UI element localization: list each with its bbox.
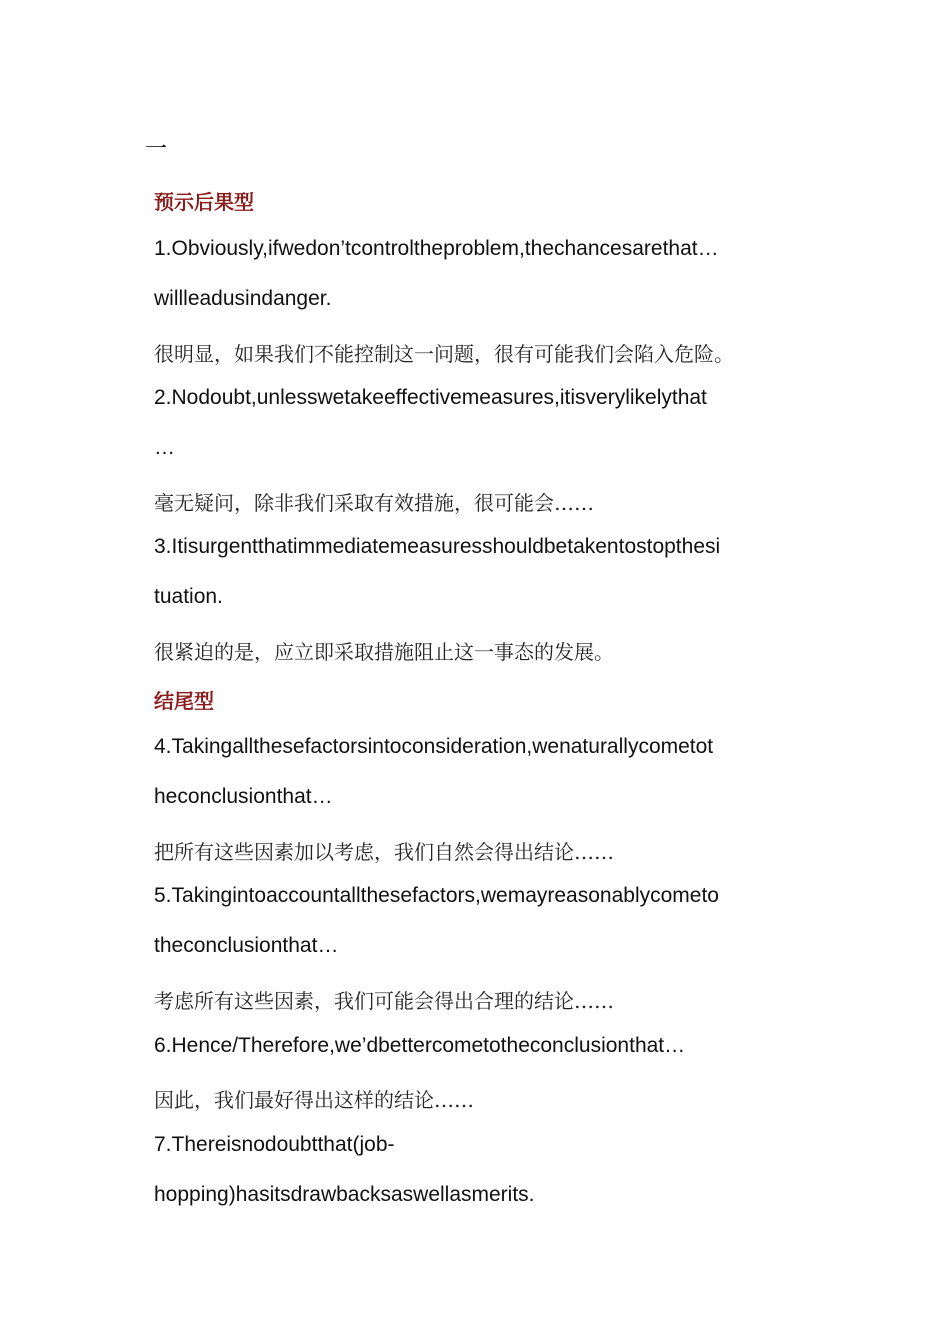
section-heading-consequence: 预示后果型 [154,190,254,214]
sentence-3-zh: 很紧迫的是，应立即采取措施阻止这一事态的发展。 [154,640,614,664]
sentence-7-en-line-1: 7.Thereisnodoubtthat(job- [154,1133,395,1156]
section-heading-conclusion: 结尾型 [154,689,214,713]
sentence-5-en-line-2: theconclusionthat… [154,934,339,957]
sentence-3-en-line-2: tuation. [154,585,223,608]
sentence-4-en-line-1: 4.Takingallthesefactorsintoconsideration,wenaturallycometot [154,735,714,758]
sentence-2-en-line-2: … [154,436,175,459]
sentence-1-en-line-2: willleadusindanger. [154,287,332,310]
sentence-6-en-line-1: 6.Hence/Therefore,we’dbettercometotheconclusionthat… [154,1034,686,1057]
sentence-2-zh: 毫无疑问，除非我们采取有效措施，很可能会…… [154,491,594,515]
sentence-6-zh: 因此，我们最好得出这样的结论…… [154,1088,474,1112]
sentence-4-zh: 把所有这些因素加以考虑，我们自然会得出结论…… [154,840,614,864]
sentence-5-zh: 考虑所有这些因素，我们可能会得出合理的结论…… [154,989,614,1013]
sentence-4-en-line-2: heconclusionthat… [154,785,333,808]
sentence-3-en-line-1: 3.Itisurgentthatimmediatemeasuresshouldbetakentostopthesi [154,535,721,558]
sentence-1-en-line-1: 1.Obviously,ifwedon’tcontroltheproblem,thechancesarethat… [154,237,719,260]
sentence-7-en-line-2: hopping)hasitsdrawbacksaswellasmerits. [154,1183,535,1206]
section-marker: 一 [145,137,168,162]
sentence-1-zh: 很明显，如果我们不能控制这一问题，很有可能我们会陷入危险。 [154,342,734,366]
sentence-5-en-line-1: 5.Takingintoaccountallthesefactors,wemayreasonablycometo [154,884,719,907]
sentence-2-en-line-1: 2.Nodoubt,unlesswetakeeffectivemeasures,itisverylikelythat [154,386,707,409]
